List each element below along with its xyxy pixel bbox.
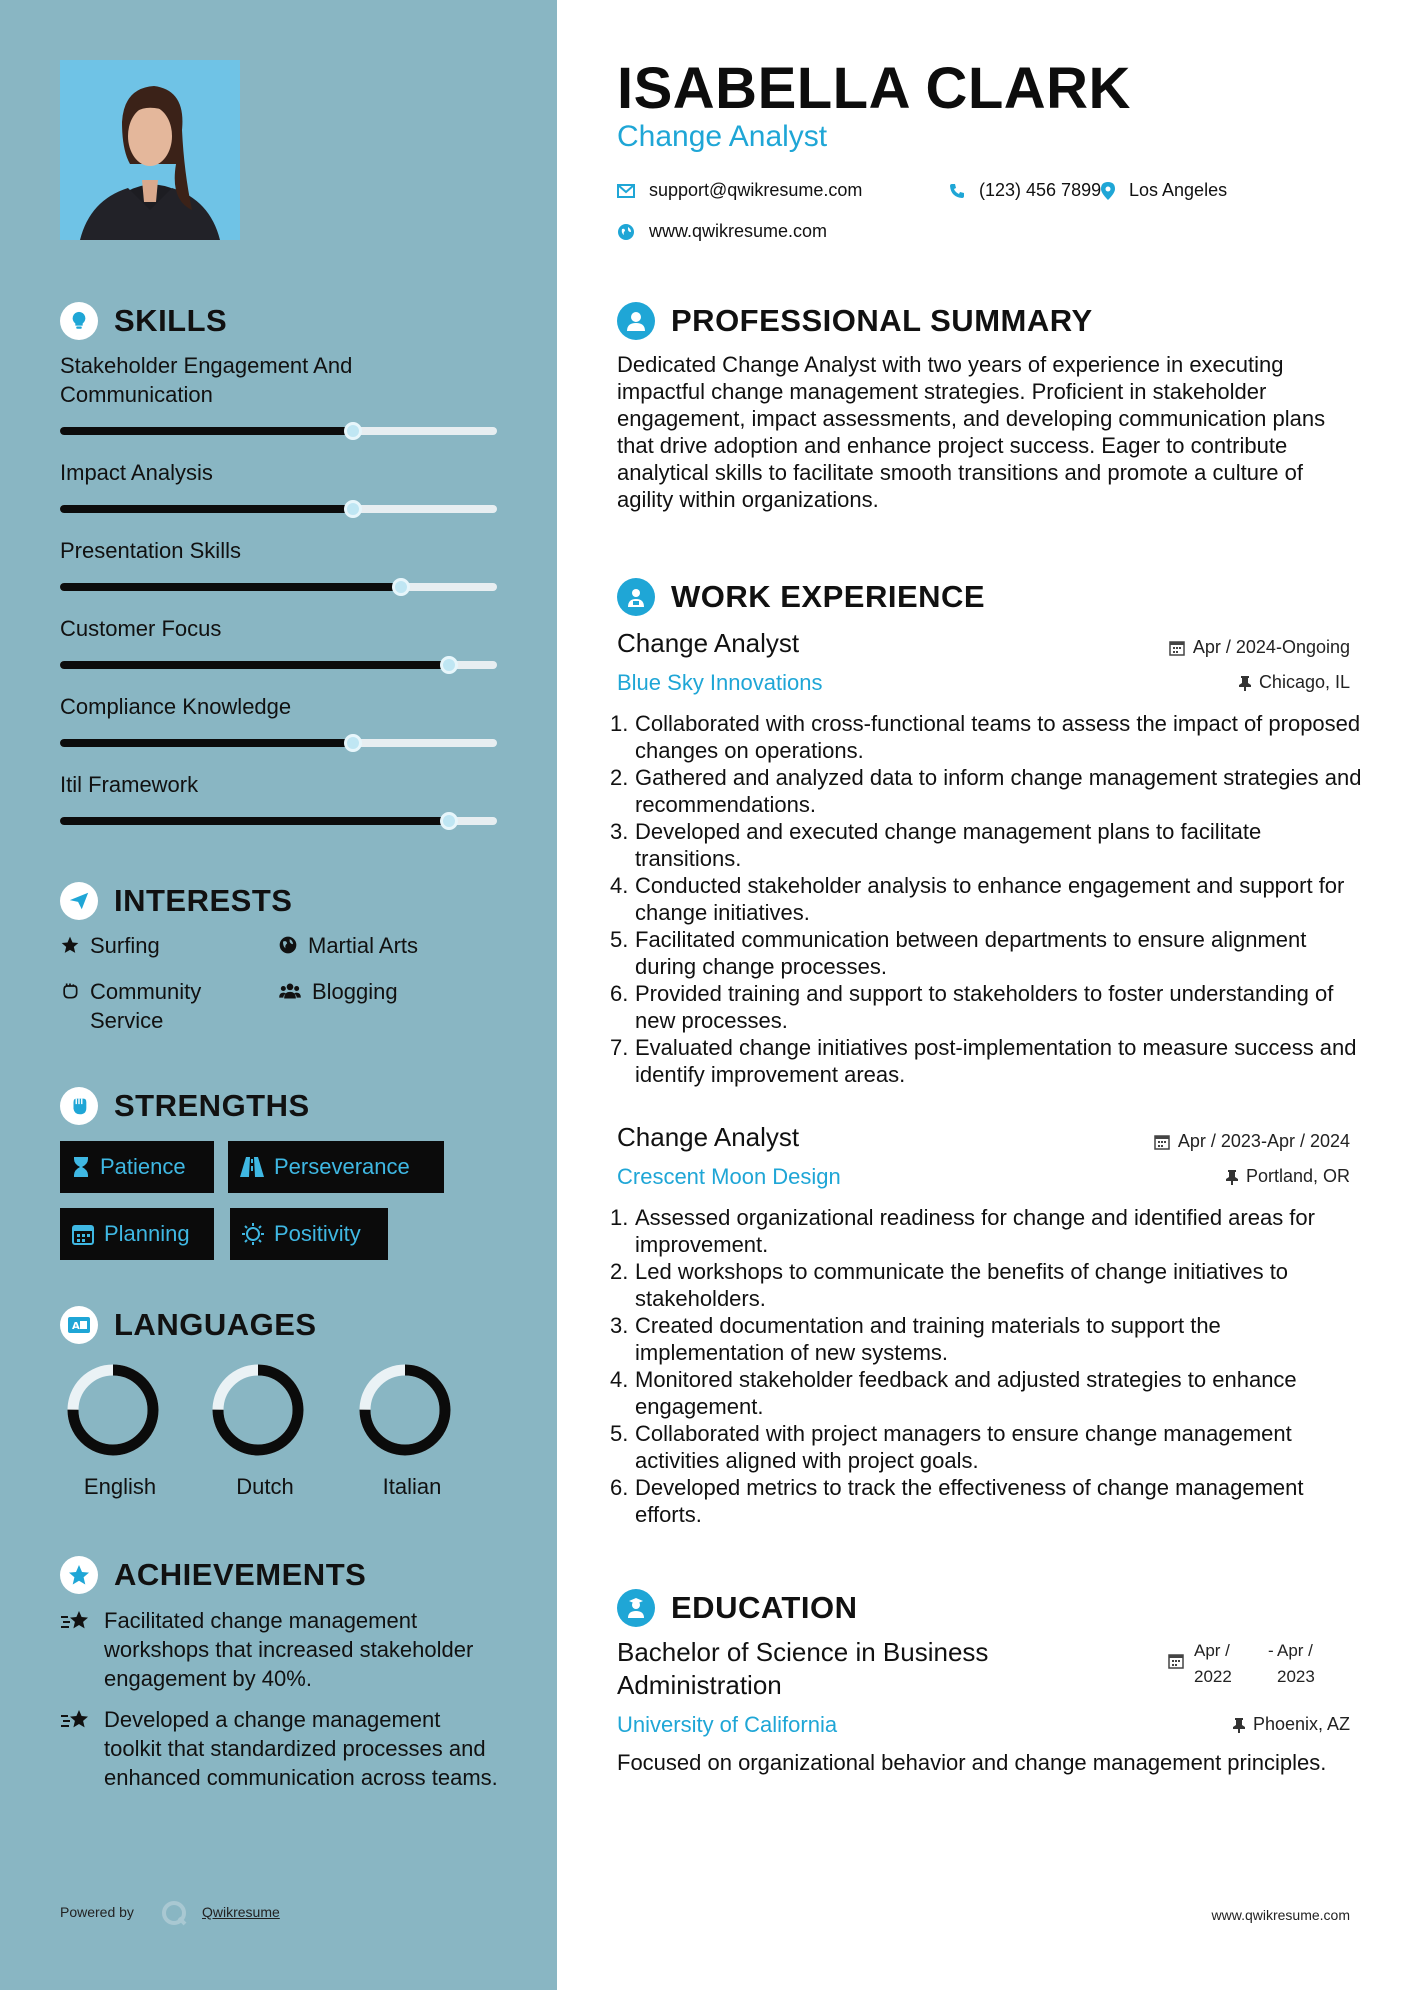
experience-title: WORK EXPERIENCE <box>671 579 986 614</box>
job-date-text: Apr / 2023-Apr / 2024 <box>1177 1131 1350 1151</box>
strength-tag <box>230 1208 388 1260</box>
education-end-year: 2023 <box>1277 1667 1315 1686</box>
job-location <box>1226 1166 1350 1187</box>
pushpin-icon <box>1233 1717 1245 1733</box>
education-heading <box>617 1589 857 1627</box>
website-text: www.qwikresume.com <box>649 221 828 241</box>
qwikresume-link[interactable]: Qwikresume <box>202 1904 280 1920</box>
skills-title: SKILLS <box>114 303 228 338</box>
graduate-icon <box>617 1589 655 1627</box>
job-title: Change Analyst <box>617 628 800 658</box>
school-name: University of California <box>617 1712 838 1737</box>
skill-bar <box>60 817 497 825</box>
user-icon <box>617 302 655 340</box>
svg-text:A: A <box>72 1321 80 1332</box>
achievements-title: ACHIEVEMENTS <box>114 1557 367 1592</box>
skill-name: Impact Analysis <box>60 460 213 485</box>
list-item: Monitored stakeholder feedback and adjusted strategies to enhance engagement. <box>635 1367 1297 1419</box>
education-start-date <box>1194 1638 1254 1690</box>
achievement-text: Facilitated change management workshops that increased stakeholder engagement by 40%. <box>104 1608 474 1691</box>
star-icon <box>60 935 80 955</box>
job-location-text: Portland, OR <box>1245 1166 1350 1186</box>
skill-bar <box>60 739 497 747</box>
skill-name: Compliance Knowledge <box>60 694 292 719</box>
languages-title: LANGUAGES <box>114 1307 317 1342</box>
shooting-star-icon <box>60 1609 92 1635</box>
interest-item <box>60 977 250 1035</box>
calendar-icon <box>1169 640 1185 656</box>
skill-name: Presentation Skills <box>60 538 241 563</box>
contact-email[interactable] <box>617 180 862 201</box>
phone-text: (123) 456 7899 <box>979 180 1102 200</box>
users-icon <box>278 981 302 1001</box>
job-duties-list <box>617 710 1367 1088</box>
road-icon <box>240 1157 264 1177</box>
achievement-item <box>60 1705 500 1792</box>
summary-text: Dedicated Change Analyst with two years of experience in executing impactful change management strategies. Proficient in stakeholder engagement, impact assessments, and developing communication plans that drive adoption and enhance project success. Eager to contribute analytical skills to facilitate smooth transitions and promote a culture of agility within organizations. <box>617 352 1326 512</box>
language-label: English <box>83 1474 157 1499</box>
interest-label: Blogging <box>312 979 398 1004</box>
language-ring <box>210 1362 306 1458</box>
interest-label: Surfing <box>90 933 160 958</box>
calendar-icon <box>1154 1134 1170 1150</box>
job-title: Change Analyst <box>617 1122 800 1152</box>
skill-bar <box>60 505 497 513</box>
job-location-text: Chicago, IL <box>1258 672 1350 692</box>
interests-title: INTERESTS <box>114 883 293 918</box>
hand-icon <box>60 981 80 1001</box>
list-item: Provided training and support to stakeholders to foster understanding of new processes. <box>635 981 1334 1033</box>
strength-label: Perseverance <box>274 1154 410 1179</box>
education-title: EDUCATION <box>671 1590 858 1625</box>
interest-item <box>278 977 398 1006</box>
list-item: Collaborated with cross-functional teams to assess the impact of proposed changes on operations. <box>635 711 1361 763</box>
company-name: Blue Sky Innovations <box>617 670 823 695</box>
education-description: Focused on organizational behavior and change management principles. <box>617 1750 1327 1775</box>
pushpin-icon <box>1226 1169 1238 1185</box>
pushpin-icon <box>1239 675 1251 691</box>
contact-phone[interactable] <box>949 180 1101 201</box>
phone-icon <box>949 183 965 199</box>
job-duties-list <box>617 1204 1367 1528</box>
strength-tag <box>60 1141 214 1193</box>
calendar-icon <box>1168 1653 1184 1669</box>
education-start-month: Apr / <box>1194 1641 1230 1660</box>
achievements-heading <box>60 1556 366 1594</box>
job-date <box>1154 1131 1350 1152</box>
list-item: Created documentation and training materials to support the implementation of new systems. <box>635 1313 1221 1365</box>
shooting-star-icon <box>60 1708 92 1734</box>
interest-item <box>278 931 418 960</box>
strengths-title: STRENGTHS <box>114 1088 310 1123</box>
company-name: Crescent Moon Design <box>617 1164 841 1189</box>
list-item: Facilitated communication between departments to ensure alignment during change processes. <box>635 927 1307 979</box>
achievement-item <box>60 1606 500 1693</box>
paper-plane-icon <box>60 882 98 920</box>
candidate-role: Change Analyst <box>617 120 828 153</box>
strength-label: Positivity <box>274 1221 361 1246</box>
list-item: Conducted stakeholder analysis to enhance engagement and support for change initiatives. <box>635 873 1345 925</box>
strength-label: Patience <box>100 1154 186 1179</box>
candidate-name: ISABELLA CLARK <box>617 56 1131 121</box>
language-ring <box>357 1362 453 1458</box>
briefcase-icon <box>617 578 655 616</box>
education-location-text: Phoenix, AZ <box>1252 1714 1350 1734</box>
qwikresume-logo-icon <box>160 1899 188 1927</box>
globe-icon <box>278 935 298 955</box>
education-end-month: Apr / <box>1277 1641 1313 1660</box>
map-pin-icon <box>1101 182 1115 200</box>
skill-name: Itil Framework <box>60 772 199 797</box>
sidebar <box>0 0 557 1990</box>
strength-tag <box>228 1141 444 1193</box>
list-item: Developed and executed change management plans to facilitate transitions. <box>635 819 1262 871</box>
skill-bar <box>60 583 497 591</box>
contact-website[interactable] <box>617 221 827 242</box>
education-location <box>1233 1714 1350 1735</box>
skill-bar <box>60 661 497 669</box>
interests-heading <box>60 882 292 920</box>
job-location <box>1239 672 1350 693</box>
degree-title: Bachelor of Science in Business Administration <box>617 1637 989 1700</box>
translate-icon <box>60 1306 98 1344</box>
experience-heading <box>617 578 985 616</box>
email-text: support@qwikresume.com <box>649 180 863 200</box>
strength-tag <box>60 1208 214 1260</box>
list-item: Led workshops to communicate the benefits of change initiatives to stakeholders. <box>635 1259 1289 1311</box>
language-ring <box>65 1362 161 1458</box>
interest-label: Martial Arts <box>308 933 419 958</box>
list-item: Assessed organizational readiness for change and identified areas for improvement. <box>635 1205 1315 1257</box>
hourglass-icon <box>72 1156 90 1178</box>
footer-website[interactable]: www.qwikresume.com <box>1211 1907 1350 1923</box>
contact-location <box>1101 180 1227 201</box>
languages-heading <box>60 1306 317 1344</box>
strengths-heading <box>60 1087 310 1125</box>
skill-name: Customer Focus <box>60 616 222 641</box>
summary-heading <box>617 302 1093 340</box>
summary-title: PROFESSIONAL SUMMARY <box>671 303 1093 338</box>
job-date <box>1169 637 1350 658</box>
lightbulb-icon <box>60 302 98 340</box>
education-date-dash: - <box>1268 1641 1274 1660</box>
envelope-icon <box>617 184 635 198</box>
language-label: Dutch <box>236 1474 294 1499</box>
job-date-text: Apr / 2024-Ongoing <box>1192 637 1350 657</box>
list-item: Developed metrics to track the effectiveness of change management efforts. <box>635 1475 1304 1527</box>
skill-bar <box>60 427 497 435</box>
interest-item <box>60 931 160 960</box>
list-item: Evaluated change initiatives post-implementation to measure success and identify improvement areas. <box>635 1035 1357 1087</box>
main-content <box>557 0 1407 1990</box>
interest-label: Community Service <box>90 979 202 1033</box>
achievement-text: Developed a change management toolkit that standardized processes and enhanced communication across teams. <box>104 1707 498 1790</box>
powered-by-label: Powered by <box>60 1904 134 1920</box>
location-text: Los Angeles <box>1129 180 1228 200</box>
skill-name: Stakeholder Engagement And Communication <box>60 353 353 407</box>
education-end-date <box>1277 1638 1337 1690</box>
sun-icon <box>242 1223 264 1245</box>
fist-icon <box>60 1087 98 1125</box>
strength-label: Planning <box>104 1221 190 1246</box>
calendar-icon <box>72 1223 94 1245</box>
list-item: Gathered and analyzed data to inform change management strategies and recommendations. <box>635 765 1362 817</box>
education-start-year: 2022 <box>1194 1667 1232 1686</box>
skills-heading <box>60 302 227 340</box>
language-label: Italian <box>382 1474 442 1499</box>
profile-photo <box>60 60 240 240</box>
award-star-icon <box>60 1556 98 1594</box>
list-item: Collaborated with project managers to ensure change management activities aligned with project goals. <box>635 1421 1292 1473</box>
globe-icon <box>617 223 635 241</box>
